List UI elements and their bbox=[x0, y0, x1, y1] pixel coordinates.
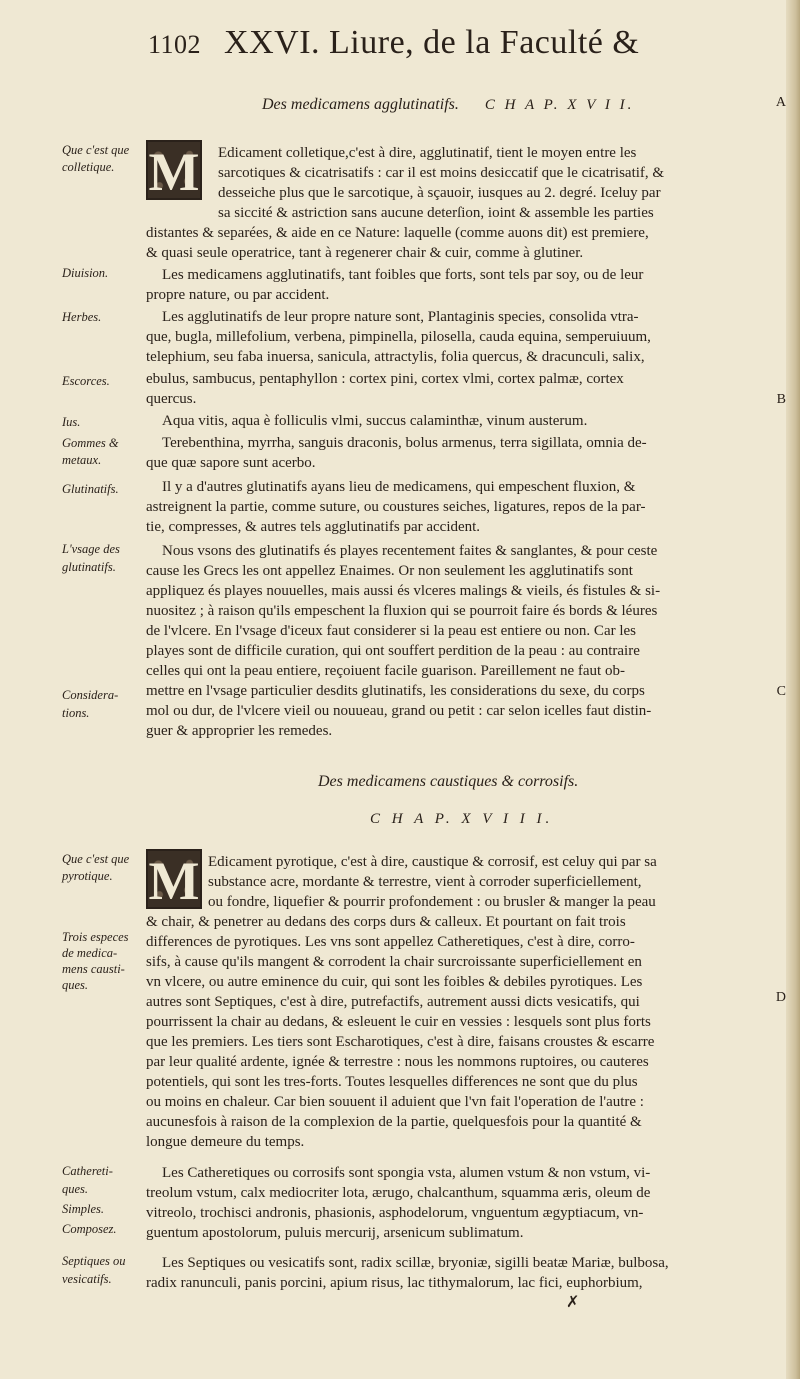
text-line: que les premiers. Les tiers sont Escharotiques, c'est à dire, faisans croustes & escarre bbox=[146, 1034, 655, 1050]
text-line: que quæ sapore sunt acerbo. bbox=[146, 455, 316, 471]
text-line: radix ranunculi, panis porcini, apium risus, lac tithymalorum, lac fici, euphorbium, bbox=[146, 1275, 643, 1291]
margin-letter-c: C bbox=[776, 684, 786, 699]
text-line: guer & approprier les remedes. bbox=[146, 723, 333, 739]
chapter-17-title: Des medicamens agglutinatifs. bbox=[262, 96, 459, 113]
text-line: playes sont de difficile curation, qui ont souffert perdition de la peau : au contraire bbox=[146, 643, 640, 659]
margin-label: Diuision. bbox=[62, 266, 109, 280]
margin-label: de medica- bbox=[62, 946, 118, 960]
text-line: aucunesfois à raison de la complexion de la partie, quelquesfois pour la quantité & bbox=[146, 1114, 642, 1130]
margin-label: ques. bbox=[62, 1182, 89, 1196]
text-line: telephium, seu faba inuersa, sanicula, attractylis, folia quercus, & dracunculi, salix, bbox=[146, 349, 645, 365]
text-line: guentum apostolorum, puluis mercurij, arsenicum sublimatum. bbox=[146, 1225, 524, 1241]
chapter-18-title: Des medicamens caustiques & corrosifs. bbox=[318, 773, 579, 790]
text-line: Nous vsons des glutinatifs és playes recentement faites & sanglantes, & pour ceste bbox=[162, 543, 658, 559]
margin-label: Septiques ou bbox=[62, 1254, 126, 1268]
running-header bbox=[148, 24, 639, 62]
margin-label: Simples. bbox=[62, 1202, 105, 1216]
text-line: celles qui ont la peau entiere, reçoiuent facile guarison. Pareillement ne faut ob- bbox=[146, 663, 625, 679]
text-line: substance acre, mordante & terrestre, vient à corroder superficiellement, bbox=[208, 874, 642, 890]
margin-label: Cathereti- bbox=[62, 1164, 113, 1178]
margin-label: Considera- bbox=[62, 688, 119, 702]
dropcap-chapter-17: M bbox=[146, 140, 202, 200]
text-line: longue demeure du temps. bbox=[146, 1134, 305, 1150]
text-line: mol ou dur, de l'vlcere vieil ou nouueau, grand ou petit : car selon icelles faut distin- bbox=[146, 703, 652, 719]
margin-label: mens causti- bbox=[62, 962, 125, 976]
text-line: Terebenthina, myrrha, sanguis draconis, bolus armenus, terra sigillata, omnia de- bbox=[162, 435, 647, 451]
text-line: distantes & separées, & aide en ce Nature: laquelle (comme auons dit) est premiere, bbox=[146, 225, 649, 241]
margin-label: Composez. bbox=[62, 1222, 117, 1236]
text-line: Edicament colletique,c'est à dire, agglutinatif, tient le moyen entre les bbox=[218, 145, 637, 161]
margin-label: Ius. bbox=[62, 415, 81, 429]
text-line: ebulus, sambucus, pentaphyllon : cortex pini, cortex vlmi, cortex palmæ, cortex bbox=[146, 371, 624, 387]
margin-label: Glutinatifs. bbox=[62, 482, 119, 496]
chapter-18-number: C H A P. X V I I I. bbox=[370, 811, 554, 827]
margin-label: pyrotique. bbox=[62, 869, 113, 883]
text-line: ou moins en chaleur. Car bien souuent il aduient que l'vn fait l'operation de l'autre : bbox=[146, 1094, 644, 1110]
page-number: 1102 bbox=[148, 30, 202, 59]
text-line: vn vlcere, ou autre eminence du cuir, qui sont les foibles & debiles pyrotiques. Les bbox=[146, 974, 643, 990]
text-line: de l'vlcere. En l'vsage d'iceux faut considerer si la peau est entiere ou non. Car les bbox=[146, 623, 637, 639]
text-line: appliquez és playes nouuelles, mais aussi és vlceres malings & vieils, és fistules & si- bbox=[146, 583, 661, 599]
text-line: autres sont Septiques, c'est à dire, putrefactifs, autrement aussi dicts vesicatifs, qui bbox=[146, 994, 640, 1010]
margin-label: tions. bbox=[62, 706, 90, 720]
text-line: tie, compresses, & autres tels agglutinatifs par accident. bbox=[146, 519, 481, 535]
text-line: que, bugla, millefolium, verbena, pimpinella, pilosella, cauda equina, semperuiuum, bbox=[146, 329, 651, 345]
text-line: differences de pyrotiques. Les vns sont appellez Catheretiques, c'est à dire, corro- bbox=[146, 934, 635, 950]
handwritten-mark: ✗ bbox=[566, 1294, 580, 1311]
margin-label: glutinatifs. bbox=[62, 560, 116, 574]
text-line: desseiche plus que le sarcotique, à sçauoir, iusques au 2. degré. Iceluy par bbox=[218, 185, 661, 201]
chapter-17-heading bbox=[262, 96, 634, 114]
text-line: Edicament pyrotique, c'est à dire, caustique & corrosif, est celuy qui par sa bbox=[208, 854, 657, 870]
margin-label: metaux. bbox=[62, 453, 102, 467]
margin-label: colletique. bbox=[62, 160, 115, 174]
text-line: sifs, à cause qu'ils mangent & corrodent la chair surcroissante superficiellement en bbox=[146, 954, 642, 970]
text-line: Les medicamens agglutinatifs, tant foibles que forts, sont tels par soy, ou de leur bbox=[162, 267, 644, 283]
text-line: cause les Grecs les ont appellez Enaimes. Or non seulement les agglutinatifs sont bbox=[146, 563, 633, 579]
text-line: Les Catheretiques ou corrosifs sont spongia vsta, alumen vstum & non vstum, vi- bbox=[162, 1165, 651, 1181]
text-line: & chair, & penetrer au dedans des corps durs & calleux. Et pourtant on fait trois bbox=[146, 914, 626, 930]
text-line: & quasi seule operatrice, tant à regenerer chair & cuir, comme à glutiner. bbox=[146, 245, 584, 261]
margin-label: ques. bbox=[62, 978, 89, 992]
text-line: Il y a d'autres glutinatifs ayans lieu de medicamens, qui empeschent fluxion, & bbox=[162, 479, 636, 495]
margin-label: Herbes. bbox=[62, 310, 102, 324]
text-line: mettre en l'vsage particulier desdits glutinatifs, les considerations du sexe, du corps bbox=[146, 683, 645, 699]
text-line: sa siccité & astriction sans aucune deterſion, ioint & assemble les parties bbox=[218, 205, 654, 221]
chapter-17-number: C H A P. X V I I. bbox=[484, 97, 635, 113]
text-line: treolum vstum, calx mediocriter lota, ærugo, chalcanthum, squamma æris, oleum de bbox=[146, 1185, 651, 1201]
text-line: sarcotiques & cicatrisatifs : car il est moins desiccatif que le cicatrisatif, & bbox=[218, 165, 665, 181]
margin-letter-b: B bbox=[776, 392, 786, 407]
margin-label: Que c'est que bbox=[62, 852, 130, 866]
page-edge bbox=[786, 0, 800, 1379]
margin-letter-d: D bbox=[775, 990, 786, 1005]
margin-label: Que c'est que bbox=[62, 143, 130, 157]
text-line: Les agglutinatifs de leur propre nature sont, Plantaginis species, consolida vtra- bbox=[162, 309, 639, 325]
margin-label: Escorces. bbox=[62, 374, 110, 388]
text-line: ou fondre, liquefier & pourrir profondement : ou brusler & manger la peau bbox=[208, 894, 656, 910]
margin-letter-a: A bbox=[775, 95, 786, 110]
text-line: astreignent la partie, comme suture, ou coustures seiches, ligatures, repos de la par- bbox=[146, 499, 646, 515]
margin-label: Trois especes bbox=[62, 930, 129, 944]
text-line: nuositez ; à raison qu'ils empeschent la fluxion qui se pourroit faire és bords & léures bbox=[146, 603, 658, 619]
margin-label: L'vsage des bbox=[62, 542, 120, 556]
margin-label: Gommes & bbox=[62, 436, 119, 450]
text-line: quercus. bbox=[146, 391, 197, 407]
text-line: pourrissent la chair au dedans, & esleuent le cuir en vessies : lesquels sont plus forts bbox=[146, 1014, 651, 1030]
text-line: propre nature, ou par accident. bbox=[146, 287, 330, 303]
text-line: Les Septiques ou vesicatifs sont, radix scillæ, bryoniæ, sigilli beatæ Mariæ, bulbosa, bbox=[162, 1255, 669, 1271]
margin-label: vesicatifs. bbox=[62, 1272, 112, 1286]
text-line: par leur qualité ardente, ignée & terrestre : nous les nommons ruptoires, ou cauteres bbox=[146, 1054, 649, 1070]
text-line: potentiels, qui sont les tres-forts. Toutes lesquelles differences ne sont que du plus bbox=[146, 1074, 638, 1090]
text-line: Aqua vitis, aqua è folliculis vlmi, succus calaminthæ, vinum austerum. bbox=[162, 413, 588, 429]
running-title: XXVI. Liure, de la Faculté & bbox=[224, 24, 640, 61]
dropcap-chapter-18: M bbox=[146, 849, 202, 909]
text-line: vitreolo, trochisci andronis, phasionis, asphodelorum, vnguentum ægyptiacum, vn- bbox=[146, 1205, 644, 1221]
